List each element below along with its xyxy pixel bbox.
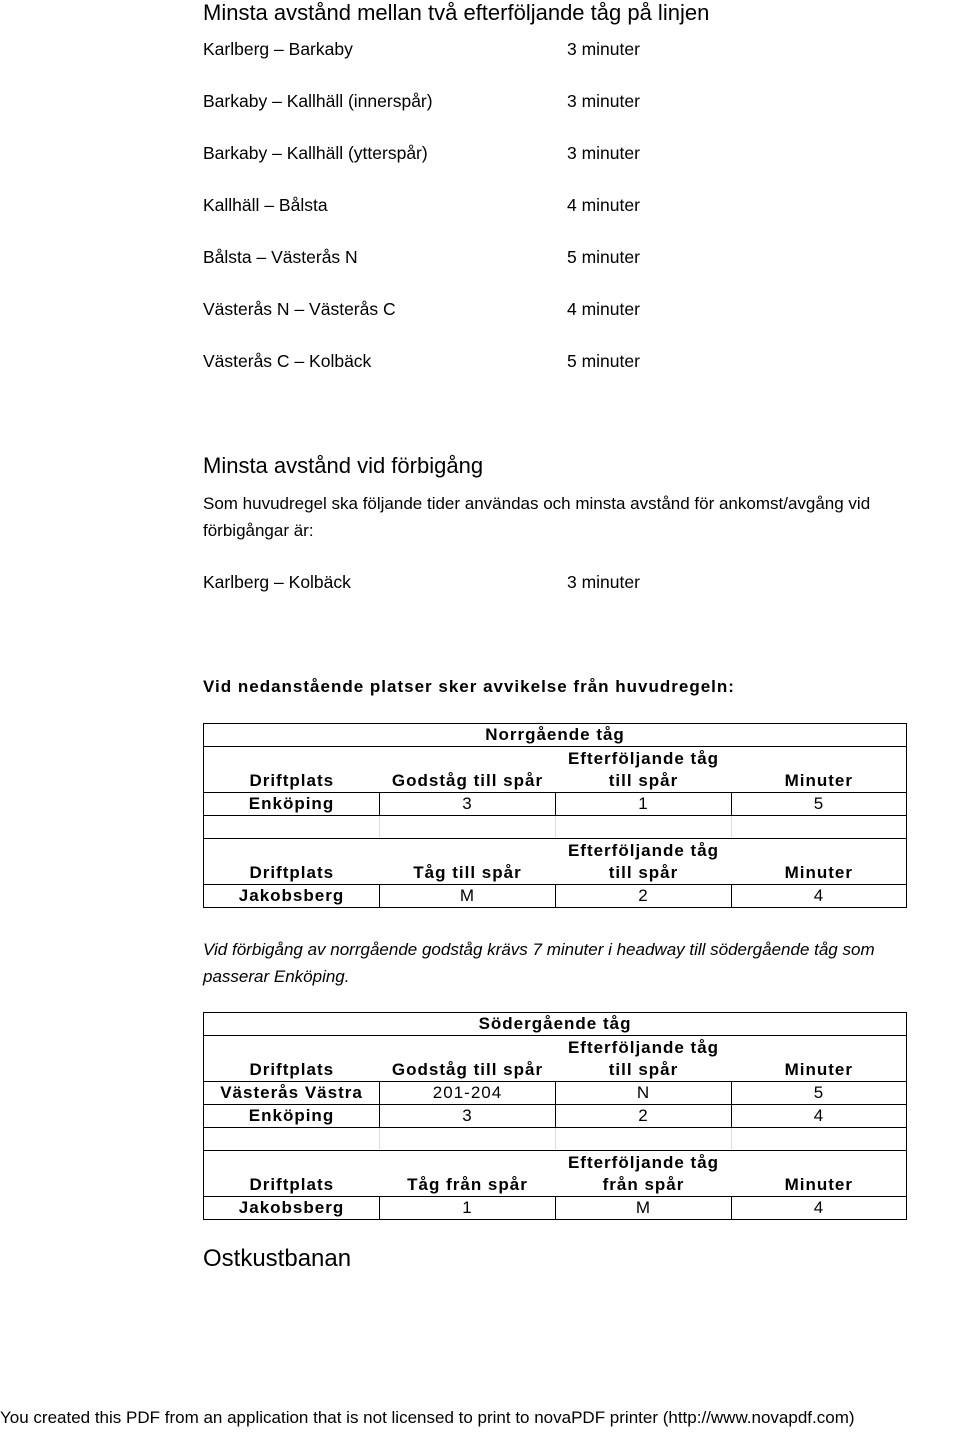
header-minuter: Minuter: [732, 1151, 907, 1197]
northbound-table: [203, 723, 907, 908]
cell-spar: 201-204: [380, 1082, 556, 1105]
blank-cell: [732, 1128, 907, 1151]
route-label: Karlberg – Barkaby: [203, 39, 353, 59]
section-heading-overtaking: Minsta avstånd vid förbigång: [203, 453, 484, 478]
pdf-footer-notice: You created this PDF from an application that is not licensed to print to novaPDF printer (http://www.novapdf.com): [0, 1408, 855, 1427]
blank-cell: [380, 816, 556, 839]
blank-cell: [732, 816, 907, 839]
cell-driftplats: Enköping: [204, 1105, 380, 1128]
route-label: Västerås C – Kolbäck: [203, 351, 372, 371]
route-minutes: 3 minuter: [567, 91, 640, 111]
cell-efterfoljande-spar: 2: [556, 885, 732, 908]
headway-note-line2: passerar Enköping.: [203, 967, 350, 986]
distance-row: [0, 247, 960, 269]
header-minuter: Minuter: [732, 1036, 907, 1082]
header-tag-fran-spar: Tåg från spår: [380, 1151, 556, 1197]
route-label: Barkaby – Kallhäll (ytterspår): [203, 143, 428, 163]
header-driftplats: Driftplats: [204, 1036, 380, 1082]
section-heading-ostkustbanan: Ostkustbanan: [203, 1245, 352, 1272]
route-label: Västerås N – Västerås C: [203, 299, 396, 319]
route-label: Karlberg – Kolbäck: [203, 572, 351, 592]
table-title: Södergående tåg: [204, 1013, 907, 1036]
blank-cell: [204, 816, 380, 839]
header-driftplats: Driftplats: [204, 747, 380, 793]
cell-efterfoljande-spar: 1: [556, 793, 732, 816]
cell-driftplats: Enköping: [204, 793, 380, 816]
table-row: [204, 1197, 907, 1220]
cell-driftplats: Jakobsberg: [204, 1197, 380, 1220]
distance-row: [0, 351, 960, 373]
route-minutes: 4 minuter: [567, 195, 640, 215]
table-row: [204, 1082, 907, 1105]
main-rule-paragraph: Som huvudregel ska följande tider användas och minsta avstånd för ankomst/avgång vid förbigångar är:: [203, 494, 871, 540]
cell-efterfoljande-spar: N: [556, 1082, 732, 1105]
cell-spar: 1: [380, 1197, 556, 1220]
header-godstag-till-spar: Godståg till spår: [380, 1036, 556, 1082]
blank-cell: [204, 1128, 380, 1151]
route-minutes: 4 minuter: [567, 299, 640, 319]
header-efterfoljande: Efterföljande tåg till spår: [556, 1036, 732, 1082]
cell-spar: 3: [380, 1105, 556, 1128]
table-row: [204, 1105, 907, 1128]
route-minutes: 3 minuter: [567, 143, 640, 163]
route-minutes: 3 minuter: [567, 572, 640, 592]
header-efterfoljande: Efterföljande tåg till spår: [556, 747, 732, 793]
distance-row: [0, 299, 960, 321]
blank-cell: [380, 1128, 556, 1151]
southbound-table: [203, 1012, 907, 1220]
overtaking-row: [0, 572, 960, 594]
cell-driftplats: Västerås Västra: [204, 1082, 380, 1105]
cell-driftplats: Jakobsberg: [204, 885, 380, 908]
route-label: Kallhäll – Bålsta: [203, 195, 328, 215]
table-row: [204, 885, 907, 908]
distance-row: [0, 39, 960, 61]
cell-spar: M: [380, 885, 556, 908]
table-row: [204, 793, 907, 816]
blank-row: [204, 816, 907, 839]
header-minuter: Minuter: [732, 839, 907, 885]
header-efterfoljande: Efterföljande tåg till spår: [556, 839, 732, 885]
blank-cell: [556, 1128, 732, 1151]
route-minutes: 5 minuter: [567, 247, 640, 267]
deviation-title: Vid nedanstående platser sker avvikelse från huvudregeln:: [203, 677, 735, 696]
route-label: Bålsta – Västerås N: [203, 247, 358, 267]
distance-row: [0, 91, 960, 113]
header-minuter: Minuter: [732, 747, 907, 793]
header-tag-till-spar: Tåg till spår: [380, 839, 556, 885]
route-label: Barkaby – Kallhäll (innerspår): [203, 91, 433, 111]
distance-row: [0, 195, 960, 217]
cell-minuter: 5: [732, 1082, 907, 1105]
cell-minuter: 5: [732, 793, 907, 816]
section-heading-line-spacing: Minsta avstånd mellan två efterföljande tåg på linjen: [203, 0, 710, 25]
header-driftplats: Driftplats: [204, 1151, 380, 1197]
route-minutes: 5 minuter: [567, 351, 640, 371]
table-title: Norrgående tåg: [204, 724, 907, 747]
cell-efterfoljande-spar: 2: [556, 1105, 732, 1128]
cell-spar: 3: [380, 793, 556, 816]
cell-minuter: 4: [732, 1197, 907, 1220]
cell-efterfoljande-spar: M: [556, 1197, 732, 1220]
cell-minuter: 4: [732, 885, 907, 908]
headway-note-line1: Vid förbigång av norrgående godståg krävs 7 minuter i headway till södergående tåg som: [203, 940, 875, 959]
header-godstag-till-spar: Godståg till spår: [380, 747, 556, 793]
blank-row: [204, 1128, 907, 1151]
header-driftplats: Driftplats: [204, 839, 380, 885]
blank-cell: [556, 816, 732, 839]
distance-row: [0, 143, 960, 165]
route-minutes: 3 minuter: [567, 39, 640, 59]
header-efterfoljande: Efterföljande tåg från spår: [556, 1151, 732, 1197]
cell-minuter: 4: [732, 1105, 907, 1128]
